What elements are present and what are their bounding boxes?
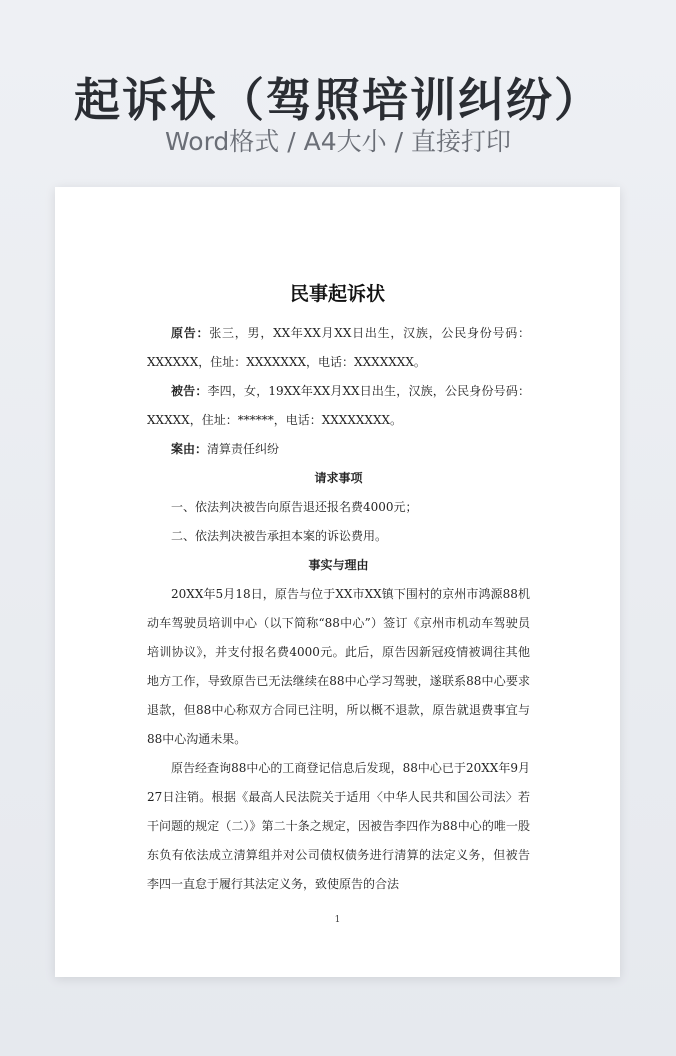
plaintiff-label: 原告： (171, 326, 210, 340)
claims-heading: 请求事项 (314, 471, 363, 485)
claim-item: 二、依法判决被告承担本案的诉讼费用。 (171, 529, 388, 543)
defendant-text: 李四，女，19XX年XX月XX日出生，汉族，公民身份号码：XXXXX，住址：******，电话：XXXXXXXX。 (147, 384, 530, 427)
document-page (55, 187, 620, 977)
banner-subtitle: Word格式 / A4大小 / 直接打印 (165, 127, 511, 156)
banner-title: 起诉状（驾照培训纠纷） (74, 73, 602, 127)
facts-heading: 事实与理由 (308, 558, 369, 572)
defendant-paragraph (147, 377, 530, 435)
facts-paragraph: 20XX年5月18日，原告与位于XX市XX镇下围村的京州市鸿源88机动车驾驶员培训中心（以下简称“88中心”）签订《京州市机动车驾驶员培训协议》，并支付报名费4000元。此后，原告因新冠疫情被调往其他地方工作，导致原告已无法继续在88中心学习驾驶，遂联系88中心要求退款，但88中心称双方合同已注明，所以概不退款，原告就退费事宜与88中心沟通未果。 (147, 587, 530, 746)
claim-item: 一、依法判决被告向原告退还报名费4000元； (171, 500, 418, 514)
page-number: 1 (334, 915, 341, 925)
document-body (147, 319, 530, 899)
cause-text: 清算责任纠纷 (207, 442, 280, 456)
document-title: 民事起诉状 (289, 283, 385, 305)
plaintiff-paragraph (147, 319, 530, 377)
defendant-label: 被告： (171, 384, 208, 398)
cause-label: 案由： (171, 442, 208, 456)
plaintiff-text: 张三，男，XX年XX月XX日出生，汉族，公民身份号码：XXXXXX，住址：XXXXXXX，电话：XXXXXXX。 (147, 326, 530, 369)
facts-paragraph: 原告经查询88中心的工商登记信息后发现，88中心已于20XX年9月27日注销。根据《最高人民法院关于适用〈中华人民共和国公司法〉若干问题的规定（二）》第二十条之规定，因被告李四作为88中心的唯一股东负有依法成立清算组并对公司债权债务进行清算的法定义务，但被告李四一直怠于履行其法定义务，致使原告的合法 (147, 761, 530, 891)
cause-paragraph (147, 435, 530, 464)
